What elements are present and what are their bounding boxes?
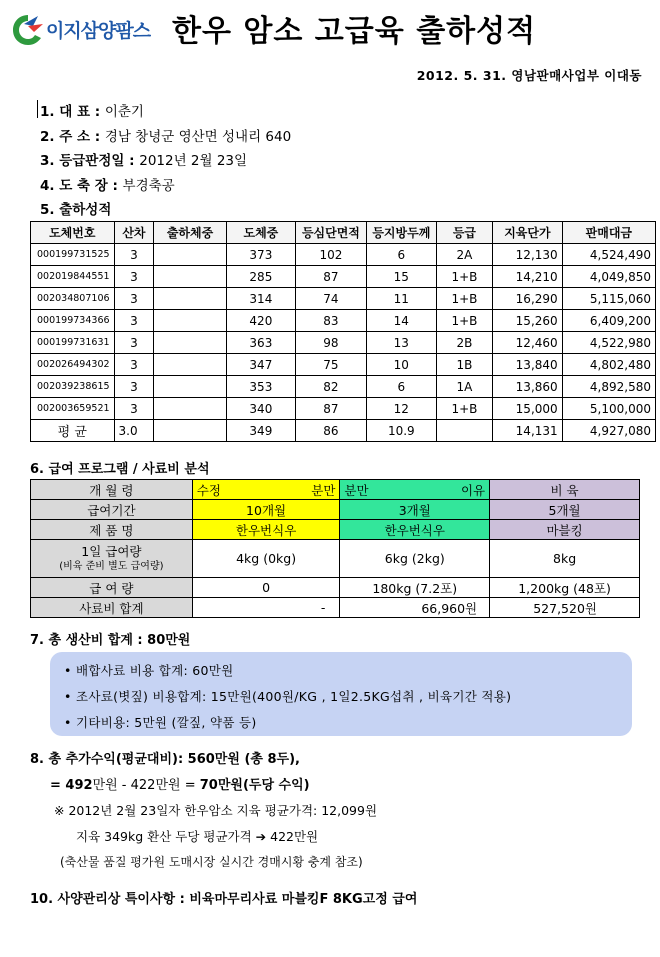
table-cell: 1+B <box>436 288 492 310</box>
avg-price-text: 지육 349kg 환산 두당 평균가격 <box>76 829 256 844</box>
table-cell: 3 <box>114 244 154 266</box>
average-cell: 349 <box>226 420 295 442</box>
table-cell: 13,860 <box>493 376 563 398</box>
table-row <box>31 332 656 354</box>
amount-cell: 180kg (7.2포) <box>340 578 490 598</box>
price-note: ※ 2012년 2월 23일자 한우암소 지육 평균가격: 12,099원 <box>54 803 378 818</box>
table-cell <box>154 376 226 398</box>
daily-cell: 6kg (2kg) <box>340 540 490 578</box>
table-cell: 4,522,980 <box>562 332 655 354</box>
row-label <box>31 540 193 578</box>
month-start: 수정 <box>196 482 221 498</box>
profit-calculation <box>50 774 310 793</box>
table-cell: 420 <box>226 310 295 332</box>
table-cell: 000199731525 <box>31 244 115 266</box>
cost-cell: 66,960원 <box>340 598 490 618</box>
daily-cell: 4kg (0kg) <box>192 540 340 578</box>
table-cell: 4,524,490 <box>562 244 655 266</box>
col-header: 출하체중 <box>154 222 226 244</box>
table-cell: 314 <box>226 288 295 310</box>
table-cell <box>154 288 226 310</box>
table-cell <box>154 310 226 332</box>
avg-price-value: 422만원 <box>266 829 319 844</box>
dateline: 2012. 5. 31. 영남판매사업부 이대동 <box>416 68 642 83</box>
average-cell <box>154 420 226 442</box>
table-cell: 4,802,480 <box>562 354 655 376</box>
info-label: 5. 출하성적 <box>40 202 112 218</box>
table-cell: 1B <box>436 354 492 376</box>
cost-bullet: • 배합사료 비용 합계: 60만원 <box>64 663 234 678</box>
table-row <box>31 266 656 288</box>
source-note: (축산물 품질 평가원 도매시장 실시간 경매시황 충계 참조) <box>60 855 363 869</box>
info-representative <box>40 100 144 120</box>
table-cell: 5,115,060 <box>562 288 655 310</box>
table-cell: 002003659521 <box>31 398 115 420</box>
col-header: 도체중 <box>226 222 295 244</box>
info-value: 이춘기 <box>104 104 144 120</box>
table-row <box>31 244 656 266</box>
table-cell: 82 <box>295 376 366 398</box>
table-cell <box>154 266 226 288</box>
table-cell: 3 <box>114 398 154 420</box>
average-cell: 4,927,080 <box>562 420 655 442</box>
table-cell: 000199734366 <box>31 310 115 332</box>
table-cell: 2A <box>436 244 492 266</box>
info-value: 부경축공 <box>122 178 175 194</box>
table-cell: 3 <box>114 288 154 310</box>
info-label: 1. 대 표 : <box>40 104 105 120</box>
month-cell-3: 비 육 <box>490 480 640 500</box>
cursor-bar <box>37 100 38 118</box>
table-cell: 353 <box>226 376 295 398</box>
table-cell: 3 <box>114 332 154 354</box>
table-cell <box>154 398 226 420</box>
month-cell-1 <box>192 480 340 500</box>
table-cell: 363 <box>226 332 295 354</box>
table-cell <box>154 244 226 266</box>
cost-bullet: • 조사료(볏짚) 비용합계: 15만원(400원/KG , 1일2.5KG섭취 , 비육기간 적용) <box>64 689 512 704</box>
table-cell: 340 <box>226 398 295 420</box>
month-cell-2 <box>340 480 490 500</box>
col-header: 등심단면적 <box>295 222 366 244</box>
period-cell: 3개월 <box>340 500 490 520</box>
col-header: 산차 <box>114 222 154 244</box>
table-cell: 6,409,200 <box>562 310 655 332</box>
table-cell <box>154 354 226 376</box>
table-cell: 15 <box>366 266 436 288</box>
daily-label: 1일 급여량 <box>81 543 142 559</box>
table-cell: 002019844551 <box>31 266 115 288</box>
row-period <box>31 500 640 520</box>
section-8-title: 8. 총 추가수익(평균대비): 560만원 (총 8두), <box>30 752 300 767</box>
col-header: 등급 <box>436 222 492 244</box>
table-cell: 13 <box>366 332 436 354</box>
row-amount <box>31 578 640 598</box>
table-cell: 3 <box>114 266 154 288</box>
table-cell: 1+B <box>436 398 492 420</box>
average-cell: 3.0 <box>114 420 154 442</box>
col-header: 등지방두께 <box>366 222 436 244</box>
logo-icon <box>10 12 46 48</box>
calc-suffix: 만원(두당 수익) <box>217 778 310 793</box>
daily-sublabel: (비육 준비 별도 급여량) <box>59 560 164 572</box>
section-6-title: 6. 급여 프로그램 / 사료비 분석 <box>30 462 210 477</box>
row-daily <box>31 540 640 578</box>
average-row <box>31 420 656 442</box>
table-cell: 10 <box>366 354 436 376</box>
table-cell: 6 <box>366 244 436 266</box>
period-cell: 10개월 <box>192 500 340 520</box>
cost-cell: 527,520원 <box>490 598 640 618</box>
daily-cell: 8kg <box>490 540 640 578</box>
col-header: 지육단가 <box>493 222 563 244</box>
info-grading-date <box>40 149 247 169</box>
table-cell: 3 <box>114 376 154 398</box>
table-cell: 347 <box>226 354 295 376</box>
row-label: 제 품 명 <box>31 520 193 540</box>
table-row <box>31 354 656 376</box>
table-cell <box>154 332 226 354</box>
col-header: 판매대금 <box>562 222 655 244</box>
section-10-title: 10. 사양관리상 특이사항 : 비육마무리사료 마블킹F 8KG고정 급여 <box>30 892 418 907</box>
table-row <box>31 376 656 398</box>
table-row <box>31 398 656 420</box>
table-cell: 15,000 <box>493 398 563 420</box>
calc-prefix: = <box>50 778 66 793</box>
table-cell: 3 <box>114 354 154 376</box>
page-title: 한우 암소 고급육 출하성적 <box>172 14 537 49</box>
cost-bullet: • 기타비용: 5만원 (깔짚, 약품 등) <box>64 715 257 730</box>
table-cell: 002039238615 <box>31 376 115 398</box>
row-cost <box>31 598 640 618</box>
table-row <box>31 310 656 332</box>
row-label: 사료비 합계 <box>31 598 193 618</box>
col-header: 도체번호 <box>31 222 115 244</box>
logo-text: 이지삼양팜스 <box>46 20 151 42</box>
info-value: 경남 창녕군 영산면 성내리 640 <box>104 129 292 145</box>
table-cell: 16,290 <box>493 288 563 310</box>
table-cell: 14,210 <box>493 266 563 288</box>
table-cell: 6 <box>366 376 436 398</box>
table-cell: 12,460 <box>493 332 563 354</box>
info-shipment-results <box>40 198 111 218</box>
calc-a: 492 <box>65 778 93 793</box>
table-cell: 002026494302 <box>31 354 115 376</box>
period-cell: 5개월 <box>490 500 640 520</box>
table-cell: 000199731631 <box>31 332 115 354</box>
table-cell: 102 <box>295 244 366 266</box>
company-logo <box>10 10 160 50</box>
table-header-row <box>31 222 656 244</box>
table-cell: 12 <box>366 398 436 420</box>
cost-cell: - <box>192 598 340 618</box>
average-cell: 평 균 <box>31 420 115 442</box>
table-cell: 002034807106 <box>31 288 115 310</box>
arrow-icon: ➔ <box>255 829 267 844</box>
calc-mid: 만원 - 422만원 = <box>92 778 200 793</box>
calc-b: 70 <box>199 778 218 793</box>
table-cell: 2B <box>436 332 492 354</box>
average-cell: 14,131 <box>493 420 563 442</box>
info-label: 4. 도 축 장 : <box>40 178 123 194</box>
table-cell: 11 <box>366 288 436 310</box>
avg-price-note <box>76 827 318 845</box>
row-month-age <box>31 480 640 500</box>
info-slaughterhouse <box>40 174 175 194</box>
info-address <box>40 125 291 145</box>
table-cell: 15,260 <box>493 310 563 332</box>
section-7-title: 7. 총 생산비 합계 : 80만원 <box>30 633 191 648</box>
product-cell: 한우번식우 <box>340 520 490 540</box>
table-cell: 1+B <box>436 266 492 288</box>
table-cell: 13,840 <box>493 354 563 376</box>
average-cell <box>436 420 492 442</box>
table-cell: 83 <box>295 310 366 332</box>
month-end: 분만 <box>311 482 336 498</box>
table-cell: 5,100,000 <box>562 398 655 420</box>
average-cell: 86 <box>295 420 366 442</box>
table-cell: 14 <box>366 310 436 332</box>
shipment-table <box>30 221 656 442</box>
product-cell: 마블킹 <box>490 520 640 540</box>
info-label: 3. 등급판정일 : <box>40 153 140 169</box>
table-cell: 87 <box>295 266 366 288</box>
table-cell: 1+B <box>436 310 492 332</box>
table-row <box>31 288 656 310</box>
row-product <box>31 520 640 540</box>
feed-program-table <box>30 479 640 618</box>
month-start: 분만 <box>344 482 369 498</box>
amount-cell: 1,200kg (48포) <box>490 578 640 598</box>
table-cell: 87 <box>295 398 366 420</box>
table-cell: 75 <box>295 354 366 376</box>
table-cell: 98 <box>295 332 366 354</box>
table-cell: 4,049,850 <box>562 266 655 288</box>
table-cell: 373 <box>226 244 295 266</box>
row-label: 급 여 량 <box>31 578 193 598</box>
month-end: 이유 <box>460 482 486 498</box>
table-cell: 74 <box>295 288 366 310</box>
product-cell: 한우번식우 <box>192 520 340 540</box>
table-cell: 4,892,580 <box>562 376 655 398</box>
row-label: 개 월 령 <box>31 480 193 500</box>
amount-cell: 0 <box>192 578 340 598</box>
table-cell: 12,130 <box>493 244 563 266</box>
table-cell: 285 <box>226 266 295 288</box>
info-label: 2. 주 소 : <box>40 129 105 145</box>
table-cell: 1A <box>436 376 492 398</box>
info-value: 2012년 2월 23일 <box>139 153 248 169</box>
table-cell: 3 <box>114 310 154 332</box>
average-cell: 10.9 <box>366 420 436 442</box>
row-label: 급여기간 <box>31 500 193 520</box>
